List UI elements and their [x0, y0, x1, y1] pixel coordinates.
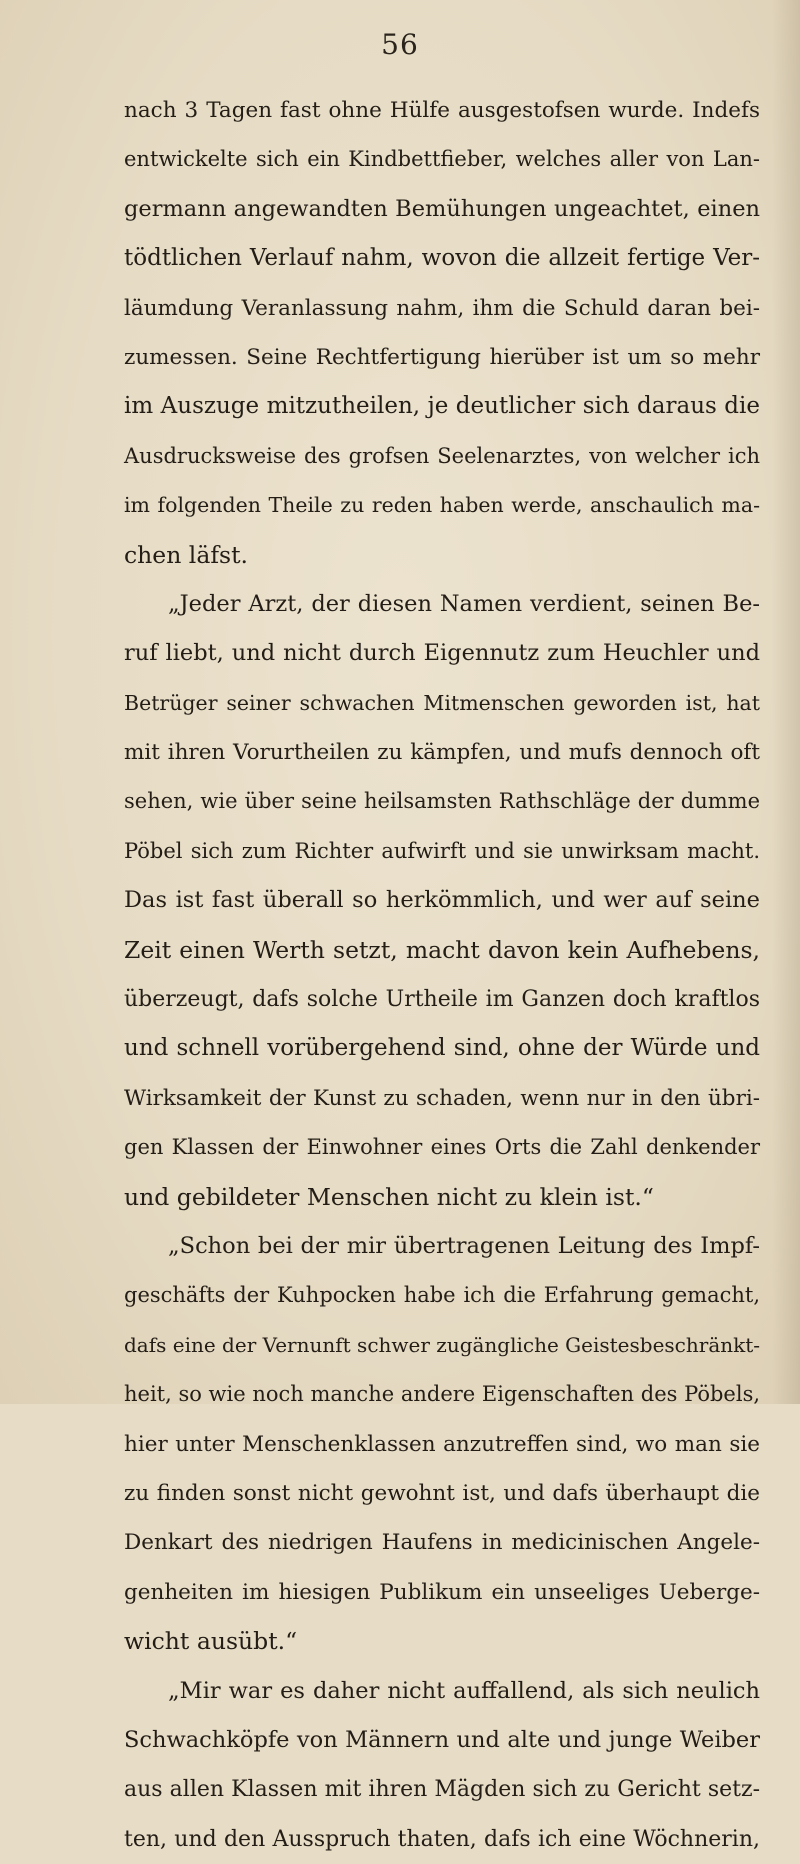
text-line: dafs eine der Vernunft schwer zugängliche Geistesbeschränkt-	[124, 1321, 760, 1370]
text-line: „Schon bei der mir übertragenen Leitung des Impf-	[124, 1222, 760, 1271]
text-line: läumdung Veranlassung nahm, ihm die Schuld daran bei-	[124, 284, 760, 333]
text-line: und schnell vorübergehend sind, ohne der Würde und	[124, 1024, 760, 1073]
text-line: chen läfst.	[124, 531, 760, 580]
text-line: Das ist fast überall so herkömmlich, und wer auf seine	[124, 876, 760, 925]
text-line: im folgenden Theile zu reden haben werde, anschaulich ma-	[124, 481, 760, 530]
text-line: hier unter Menschenklassen anzutreffen sind, wo man sie	[124, 1420, 760, 1469]
text-line: im Auszuge mitzutheilen, je deutlicher sich daraus die	[124, 382, 760, 431]
text-line: ruf liebt, und nicht durch Eigennutz zum Heuchler und	[124, 629, 760, 678]
text-line: germann angewandten Bemühungen ungeachtet, einen	[124, 185, 760, 234]
text-line: mit ihren Vorurtheilen zu kämpfen, und mufs dennoch oft	[124, 728, 760, 777]
text-line: tödtlichen Verlauf nahm, wovon die allzeit fertige Ver-	[124, 234, 760, 283]
text-line: entwickelte sich ein Kindbettfieber, welches aller von Lan-	[124, 135, 760, 184]
text-line: Zeit einen Werth setzt, macht davon kein Aufhebens,	[124, 926, 760, 975]
text-line: zumessen. Seine Rechtfertigung hierüber ist um so mehr	[124, 333, 760, 382]
text-line: Schwachköpfe von Männern und alte und junge Weiber	[124, 1716, 760, 1765]
page-number: 56	[0, 28, 800, 61]
text-line: ten, und den Ausspruch thaten, dafs ich eine Wöchnerin,	[124, 1815, 760, 1864]
text-line: heit, so wie noch manche andere Eigenschaften des Pöbels,	[124, 1370, 760, 1419]
text-line: überzeugt, dafs solche Urtheile im Ganzen doch kraftlos	[124, 975, 760, 1024]
text-line: Ausdrucksweise des grofsen Seelenarztes, von welcher ich	[124, 432, 760, 481]
text-line: „Mir war es daher nicht auffallend, als sich neulich	[124, 1667, 760, 1716]
text-line: und gebildeter Menschen nicht zu klein ist.“	[124, 1173, 760, 1222]
text-line: wicht ausübt.“	[124, 1617, 760, 1666]
text-line: aus allen Klassen mit ihren Mägden sich zu Gericht setz-	[124, 1765, 760, 1814]
text-line: gen Klassen der Einwohner eines Orts die Zahl denkender	[124, 1123, 760, 1172]
text-line: Pöbel sich zum Richter aufwirft und sie unwirksam macht.	[124, 827, 760, 876]
paragraph	[124, 580, 760, 1222]
text-line: zu finden sonst nicht gewohnt ist, und dafs überhaupt die	[124, 1469, 760, 1518]
text-line: „Jeder Arzt, der diesen Namen verdient, seinen Be-	[124, 580, 760, 629]
text-line: sehen, wie über seine heilsamsten Rathschläge der dumme	[124, 777, 760, 826]
page-edge-shadow	[772, 0, 800, 1404]
paragraph	[124, 1222, 760, 1667]
text-line: geschäfts der Kuhpocken habe ich die Erfahrung gemacht,	[124, 1271, 760, 1320]
text-line: Betrüger seiner schwachen Mitmenschen geworden ist, hat	[124, 679, 760, 728]
paragraph	[124, 86, 760, 580]
text-line: Wirksamkeit der Kunst zu schaden, wenn nur in den übri-	[124, 1074, 760, 1123]
paragraph	[124, 1667, 760, 1864]
body-text	[124, 86, 760, 1864]
text-line: genheiten im hiesigen Publikum ein unseeliges Ueberge-	[124, 1568, 760, 1617]
text-line: Denkart des niedrigen Haufens in medicinischen Angele-	[124, 1518, 760, 1567]
text-line: nach 3 Tagen fast ohne Hülfe ausgestofsen wurde. Indefs	[124, 86, 760, 135]
